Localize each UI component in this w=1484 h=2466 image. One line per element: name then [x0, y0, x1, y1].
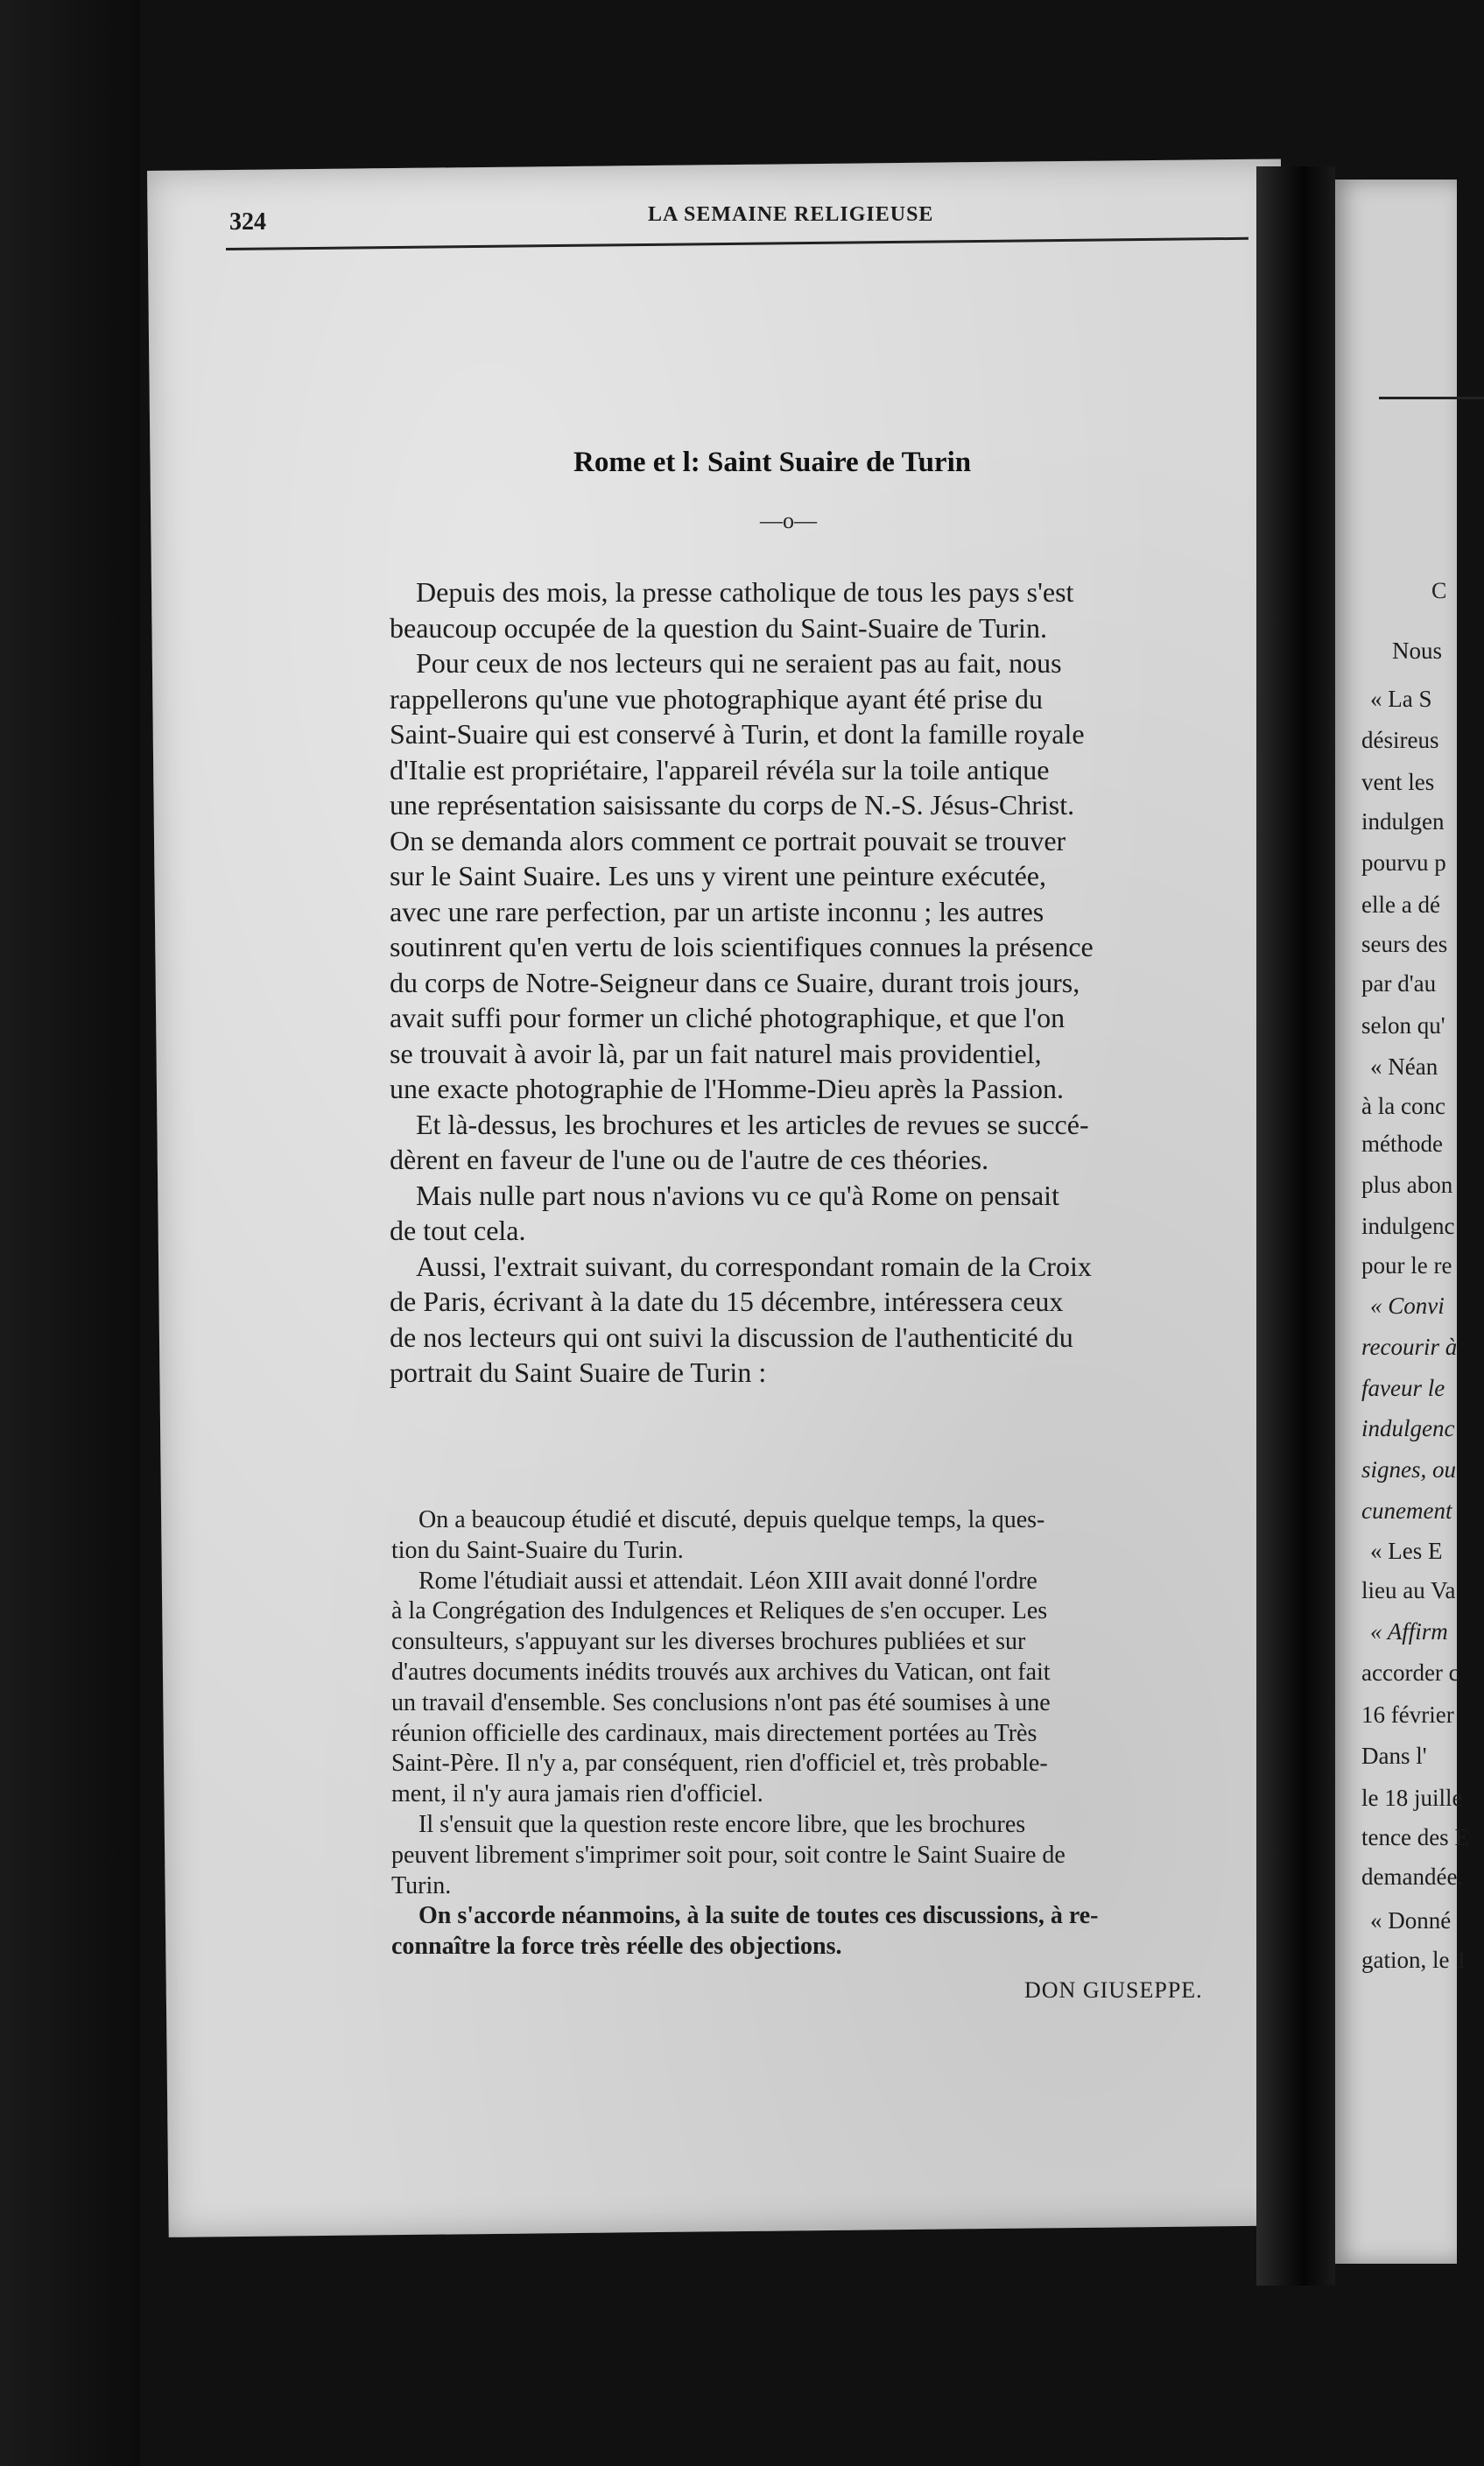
body-line: dèrent en faveur de l'une ou de l'autre de ces théories.	[390, 1144, 989, 1175]
body-line: rappellerons qu'une vue photographique ayant été prise du	[390, 682, 1043, 715]
body-line: Aussi, l'extrait suivant, du correspondant romain de la Croix	[416, 1250, 1092, 1282]
quote-line: d'autres documents inédits trouvés aux archives du Vatican, ont fait	[391, 1659, 1051, 1686]
next-page-line: désireus	[1361, 727, 1439, 753]
body-line: du corps de Notre-Seigneur dans ce Suaire, durant trois jours,	[390, 966, 1080, 998]
body-line: d'Italie est propriétaire, l'appareil révéla sur la toile antique	[390, 753, 1050, 786]
next-page-line: indulgen	[1361, 808, 1445, 835]
quote-line: réunion officielle des cardinaux, mais directement portées au Très	[391, 1719, 1037, 1747]
body-line: Saint-Suaire qui est conservé à Turin, et dont la famille royale	[390, 718, 1085, 750]
title-ornament: —o—	[760, 508, 817, 533]
next-page-line: vent les	[1361, 769, 1435, 795]
body-line: beaucoup occupée de la question du Saint-Suaire de Turin.	[390, 611, 1047, 644]
next-page-line: seurs des	[1361, 931, 1448, 957]
quote-line: un travail d'ensemble. Ses conclusions n'ont pas été soumises à une	[391, 1688, 1051, 1716]
body-line: soutinrent qu'en vertu de lois scientifiques connues la présence	[390, 931, 1094, 962]
next-page-line: Nous	[1392, 638, 1443, 664]
body-line: de nos lecteurs qui ont suivi la discussion de l'authenticité du	[390, 1321, 1073, 1353]
body-line: Et là-dessus, les brochures et les articles de revues se succé-	[416, 1108, 1089, 1140]
next-page-line: lieu au Va	[1361, 1577, 1456, 1603]
quote-line: connaître la force très réelle des objections.	[391, 1933, 842, 1961]
next-page-header-rule	[1379, 397, 1484, 399]
running-head: LA SEMAINE RELIGIEUSE	[648, 203, 934, 226]
body-line: Mais nulle part nous n'avions vu ce qu'à Rome on pensait	[416, 1179, 1059, 1211]
book-gutter	[1256, 166, 1335, 2286]
body-line: une exacte photographie de l'Homme-Dieu après la Passion.	[390, 1073, 1064, 1104]
next-page-line: plus abon	[1361, 1172, 1453, 1198]
body-line: se trouvait à avoir là, par un fait naturel mais providentiel,	[390, 1037, 1042, 1069]
quote-line: Il s'ensuit que la question reste encore libre, que les brochures	[418, 1811, 1026, 1838]
quote-line: tion du Saint-Suaire du Turin.	[391, 1536, 684, 1564]
quote-line: à la Congrégation des Indulgences et Reliques de s'en occuper. Les	[391, 1597, 1048, 1625]
body-line: sur le Saint Suaire. Les uns y virent une peinture exécutée,	[390, 860, 1046, 891]
body-line: de tout cela.	[390, 1215, 526, 1246]
next-page-line: accorder c	[1361, 1659, 1459, 1686]
next-page-line: « La S	[1370, 686, 1432, 712]
next-page-line: Dans l'	[1361, 1743, 1427, 1769]
next-page-line: par d'au	[1361, 970, 1437, 997]
next-page-fragment	[1335, 180, 1469, 2264]
quote-line: Rome l'étudiait aussi et attendait. Léon XIII avait donné l'ordre	[418, 1567, 1037, 1595]
body-line: avec une rare perfection, par un artiste inconnu ; les autres	[390, 895, 1044, 927]
next-page-line: indulgenc	[1361, 1213, 1455, 1239]
next-page-line: faveur le	[1361, 1375, 1445, 1401]
next-page-line: 16 février	[1361, 1702, 1454, 1728]
body-line: avait suffi pour former un cliché photographique, et que l'on	[390, 1002, 1066, 1033]
signature: DON GIUSEPPE.	[1024, 1977, 1203, 2003]
quote-line: peuvent librement s'imprimer soit pour, soit contre le Saint Suaire de	[391, 1841, 1066, 1869]
next-page-line: le 18 juille	[1361, 1785, 1463, 1811]
next-page-line: recourir à	[1361, 1334, 1458, 1360]
next-page-stray-letter: C	[1431, 578, 1447, 603]
next-page-line: cunement	[1361, 1497, 1452, 1524]
next-page-line: pourvu p	[1361, 849, 1446, 876]
quote-line: On s'accorde néanmoins, à la suite de toutes ces discussions, à re-	[418, 1902, 1099, 1930]
next-page-line: méthode	[1361, 1131, 1443, 1157]
quote-line: Turin.	[391, 1871, 452, 1899]
quote-line: consulteurs, s'appuyant sur les diverses brochures publiées et sur	[391, 1628, 1026, 1656]
next-page-line: « Les E	[1370, 1538, 1443, 1564]
quote-line: ment, il n'y aura jamais rien d'officiel.	[391, 1780, 763, 1808]
article-title: Rome et l: Saint Suaire de Turin	[573, 447, 972, 478]
body-line: une représentation saisissante du corps de N.-S. Jésus-Christ.	[390, 789, 1075, 821]
body-line: de Paris, écrivant à la date du 15 décembre, intéressera ceux	[390, 1286, 1064, 1317]
next-page-line: demandée.	[1361, 1864, 1464, 1890]
body-line: Pour ceux de nos lecteurs qui ne seraient pas au fait, nous	[416, 647, 1062, 679]
scan-background-left	[0, 0, 140, 2466]
next-page-line: « Donné	[1370, 1907, 1452, 1934]
body-line: Depuis des mois, la presse catholique de tous les pays s'est	[416, 576, 1074, 608]
next-page-line: indulgenc	[1361, 1415, 1455, 1441]
next-page-line: gation, le 1	[1361, 1947, 1467, 1973]
next-page-line: « Néan	[1370, 1053, 1438, 1080]
next-page-line: « Convi	[1370, 1293, 1445, 1319]
body-line: portrait du Saint Suaire de Turin :	[390, 1356, 767, 1388]
next-page-line: à la conc	[1361, 1093, 1445, 1119]
next-page-line: pour le re	[1361, 1252, 1452, 1279]
next-page-line: elle a dé	[1361, 891, 1440, 918]
next-page-line: « Affirm	[1370, 1618, 1448, 1645]
next-page-line: selon qu'	[1361, 1012, 1445, 1039]
quote-line: On a beaucoup étudié et discuté, depuis quelque temps, la ques-	[418, 1506, 1045, 1533]
page-number: 324	[229, 208, 266, 236]
quote-line: Saint-Père. Il n'y a, par conséquent, rien d'officiel et, très probable-	[391, 1750, 1048, 1778]
next-page-line: tence des E	[1361, 1824, 1469, 1850]
next-page-line: signes, ou	[1361, 1456, 1456, 1483]
body-line: On se demanda alors comment ce portrait pouvait se trouver	[390, 824, 1066, 856]
